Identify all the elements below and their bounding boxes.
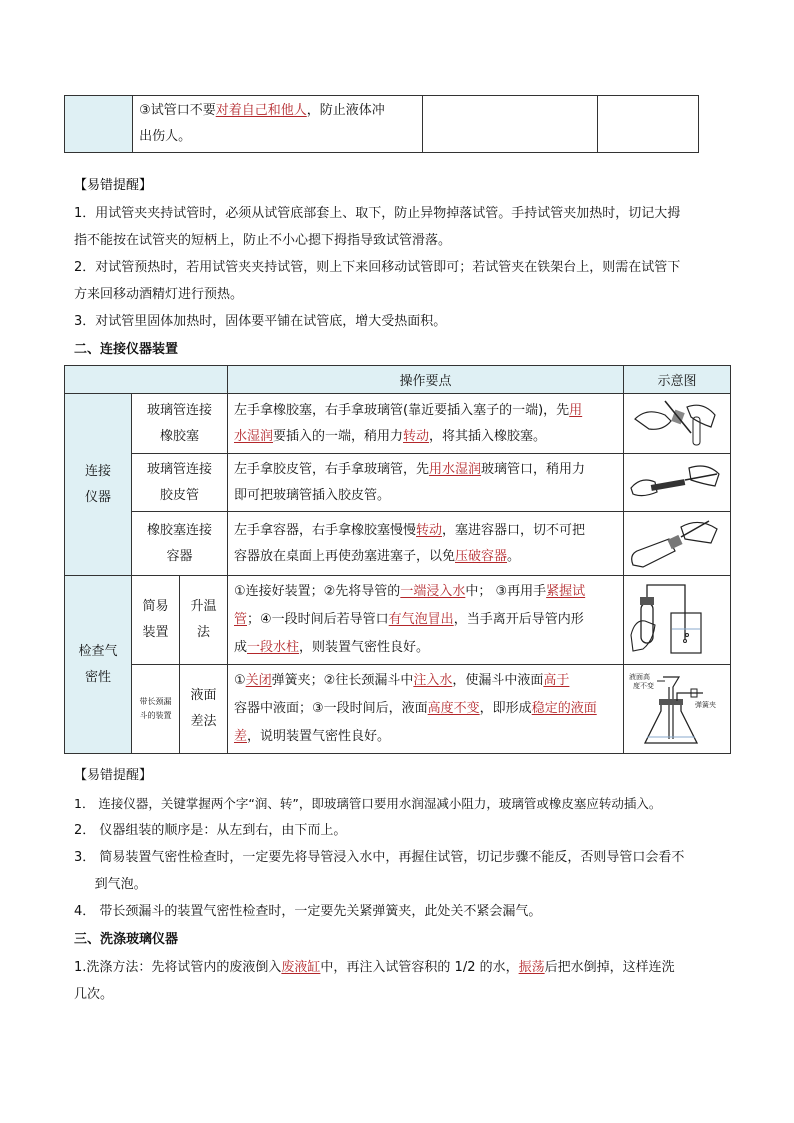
connect-group-cell [65,394,132,576]
top-line1-pre: ③试管口不要 [139,103,216,118]
funnel-method: 液面差法 [180,665,228,754]
airtightness-simple-illustration [625,579,725,661]
section2-heading: 二、连接仪器装置 [74,342,179,357]
tip1-title: 【易错提醒】 [74,178,153,193]
top-line1-post: ，防止液体冲 [306,103,385,118]
funnel-l2-mid: ，即形成 [479,701,532,716]
funnel-l1-mid: 弹簧夹；②往长颈漏斗中 [271,673,414,688]
connect-group-label: 连接仪器 [84,463,111,505]
row2-l1: 左手拿胶皮管，右手拿玻璃管，先 [234,461,430,477]
funnel-l1-u2: 注入水 [413,673,453,688]
top-table [64,95,699,153]
simple-l1-u: 一端浸入水 [400,584,466,599]
tube-hose-illustration [625,458,725,508]
funnel-l2-u2: 稳定的液面 [531,701,597,716]
fig-label-3: 弹簧夹 [695,701,716,709]
simple-device: 简易装置 [132,576,180,665]
simple-ops [228,576,624,665]
top-table-empty-cell [422,96,598,153]
row2-sub: 玻璃管连接胶皮管 [132,454,228,512]
funnel-l2-u: 高度不变 [427,701,480,716]
simple-l2-post: ，当手离开后导管内形 [453,612,584,627]
simple-l3-post: ，则装置气密性良好。 [299,640,430,655]
row1-l2-mid: 要插入的一端，稍用力 [273,428,404,444]
row2-diagram [624,454,731,512]
simple-l3-u: 一段水柱 [247,640,300,655]
row3-l1: 左手拿容器，右手拿橡胶塞慢慢 [234,522,417,538]
funnel-diagram [624,665,731,754]
tip2-line: 2． 仪器组装的顺序是：从左到右，由下而上。 [74,823,347,838]
simple-method: 升温法 [180,576,228,665]
row3-l1-post: ，塞进容器口，切不可把 [442,522,586,538]
funnel-l3-post: ，说明装置气密性良好。 [247,729,391,744]
header-diagram: 示意图 [624,366,731,394]
section3-heading: 三、洗涤玻璃仪器 [74,932,179,947]
row1-l1-u: 用 [569,402,583,418]
row1-diagram [624,394,731,454]
tip2-line: 4． 带长颈漏斗的装置气密性检查时，一定要先关紧弹簧夹，此处关不紧会漏气。 [74,904,542,919]
top-table-label-cell [65,96,133,153]
funnel-ops [228,665,624,754]
funnel-l2: 容器中液面；③一段时间后，液面 [234,701,428,716]
tip1-line: 2．对试管预热时，若用试管夹夹持试管，则上下来回移动试管即可；若试管夹在铁架台上，则需在试管下 [74,260,681,275]
simple-l1-u2: 紧握试 [546,584,586,599]
top-line1-underlined: 对着自己和他人 [215,103,307,118]
top-table-text-cell [133,96,423,153]
row3-diagram [624,512,731,576]
tube-stopper-illustration [625,397,725,451]
funnel-l3-u: 差 [234,729,248,744]
funnel-l1-mid2: ，使漏斗中液面 [452,673,544,688]
row3-l2-post: 。 [507,548,521,564]
simple-l1-mid: 中； ③再用手 [465,584,547,599]
s3-l1-pre: 1.洗涤方法：先将试管内的废液倒入 [74,960,282,975]
row2-l1-post: 玻璃管口，稍用力 [481,461,586,477]
row3-l1-u: 转动 [416,522,443,538]
section3-line1 [74,958,675,978]
tip2-line: 3． 简易装置气密性检查时，一定要先将导管浸入水中，再握住试管，切记步骤不能反，否则导管口会看不 [74,850,685,865]
airtightness-funnel-illustration [625,669,725,749]
tip2-title: 【易错提醒】 [74,768,153,783]
tip1-line: 方来回移动酒精灯进行预热。 [74,287,244,302]
stopper-container-illustration [625,515,725,573]
row2-l2: 即可把玻璃管插入胶皮管。 [234,487,391,503]
simple-diagram [624,576,731,665]
s3-l1-u: 废液缸 [281,960,321,975]
s3-l1-post: 后把水倒掉，这样连洗 [544,960,675,975]
section3-line2: 几次。 [74,987,114,1002]
funnel-l1-u: 关闭 [245,673,272,688]
top-line2: 出伤人。 [139,129,192,144]
row1-l1: 左手拿橡胶塞，右手拿玻璃管(靠近要插入塞子的一端)，先 [234,402,570,418]
simple-l3: 成 [234,640,248,655]
simple-l1: ①连接好装置；②先将导管的 [234,584,401,599]
row2-ops [228,454,624,512]
check-group-cell [65,576,132,754]
fig-label-2: 度不变 [633,682,654,690]
fig-label-1: 液面高 [629,673,650,681]
tip1-line: 1．用试管夹夹持试管时，必须从试管底部套上、取下，防止异物掉落试管。手持试管夹加热时，切记大拇 [74,206,681,221]
row1-ops [228,394,624,454]
row2-l1-u: 用水湿润 [429,461,482,477]
row1-l2-post: ，将其插入橡胶塞。 [429,428,547,444]
row3-l2: 容器放在桌面上再使劲塞进塞子，以免 [234,548,456,564]
row1-l2-u: 水湿润 [234,428,274,444]
header-blank [65,366,228,394]
s3-l1-u2: 振荡 [518,960,545,975]
row3-sub: 橡胶塞连接容器 [132,512,228,576]
tip1-line: 3．对试管里固体加热时，固体要平铺在试管底，增大受热面积。 [74,314,447,329]
funnel-l1-u3: 高于 [543,673,570,688]
tip2-line: 1． 连接仪器，关键掌握两个字“润、转”，即玻璃管口要用水润湿减小阻力，玻璃管或橡皮塞应转动插入。 [74,796,662,811]
top-table-empty-cell-2 [598,96,699,153]
funnel-device: 带长颈漏斗的装置 [132,665,180,754]
tip2-line: 到气泡。 [74,877,147,892]
row3-ops [228,512,624,576]
row1-sub: 玻璃管连接橡胶塞 [132,394,228,454]
connect-table [64,365,731,754]
header-ops: 操作要点 [228,366,624,394]
simple-l2-mid: ；④一段时间后若导管口 [247,612,389,627]
funnel-l1: ① [234,673,246,688]
row3-l2-u: 压破容器 [455,548,508,564]
simple-l2-u2: 有气泡冒出 [388,612,454,627]
tip1-line: 指不能按在试管夹的短柄上，防止不小心摁下拇指导致试管滑落。 [74,233,452,248]
simple-l2-u: 管 [234,612,248,627]
row1-l2-u2: 转动 [403,428,430,444]
s3-l1-mid: 中，再注入试管容积的 1/2 的水， [320,960,519,975]
check-group-label: 检查气密性 [78,643,118,685]
